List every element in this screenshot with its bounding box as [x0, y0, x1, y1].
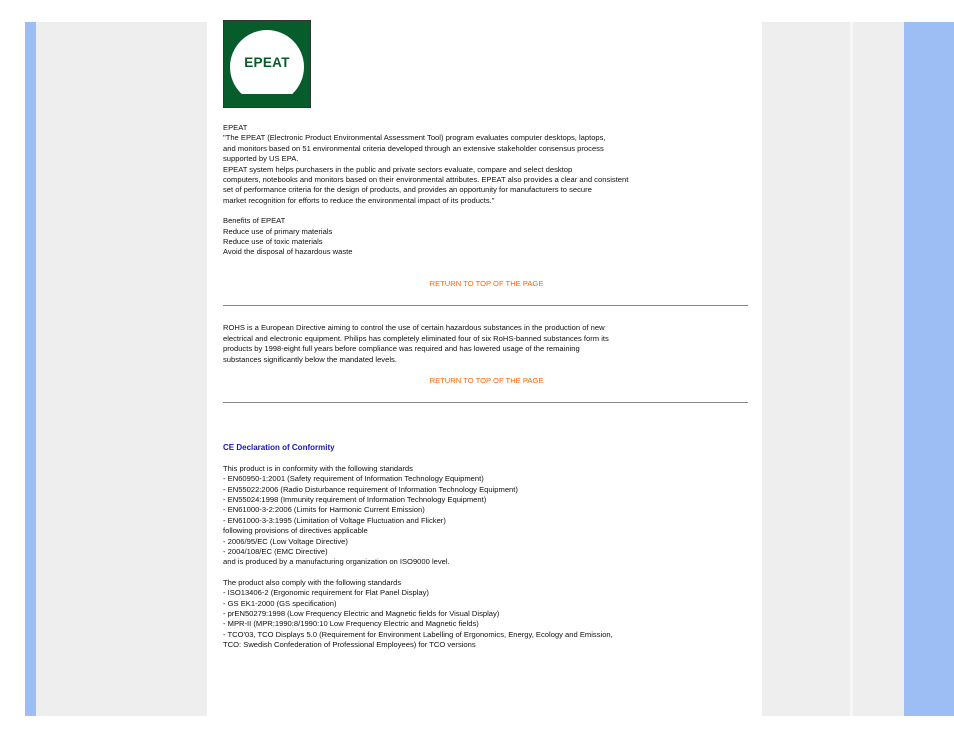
epeat-logo: [223, 20, 311, 108]
ce-title: CE Declaration of Conformity: [223, 443, 335, 453]
text-line: - ISO13406-2 (Ergonomic requirement for Flat Panel Display): [223, 588, 429, 598]
text-line: and is produced by a manufacturing organization on ISO9000 level.: [223, 557, 450, 567]
right-sidebar-inner: [853, 22, 904, 716]
main-content: [223, 20, 750, 651]
text-line: - 2004/108/EC (EMC Directive): [223, 546, 328, 556]
text-line: set of performance criteria for the design of products, and provides an opportunity for manufacturers to secure: [223, 185, 592, 195]
benefit-item: Reduce use of toxic materials: [223, 237, 323, 247]
text-line: products by 1998-eight full years before compliance was required and has lowered usage of the remaining: [223, 344, 580, 354]
text-line: - GS EK1-2000 (GS specification): [223, 598, 337, 608]
text-line: - EN60950-1:2001 (Safety requirement of Information Technology Equipment): [223, 474, 484, 484]
text-line: - EN61000-3-2:2006 (Limits for Harmonic Current Emission): [223, 505, 425, 515]
rohs-paragraph: [223, 323, 750, 365]
return-to-top-link-2[interactable]: RETURN TO TOP OF THE PAGE: [429, 375, 544, 385]
text-line: electrical and electronic equipment. Philips has completely eliminated four of six RoHS-banned substances form its: [223, 333, 609, 343]
ce-block-1: [223, 464, 750, 568]
left-sidebar: [36, 22, 207, 716]
benefits-list: [223, 227, 750, 258]
benefit-item: Avoid the disposal of hazardous waste: [223, 247, 353, 257]
benefits-title: Benefits of EPEAT: [223, 216, 286, 226]
text-line: and monitors based on 51 environmental criteria developed through an extensive stakeholder consensus process: [223, 143, 604, 153]
logo-text: EPEAT: [244, 55, 290, 70]
benefit-item: Reduce use of primary materials: [223, 226, 333, 236]
text-line: ROHS is a European Directive aiming to control the use of certain hazardous substances in the production of new: [223, 323, 605, 333]
text-line: This product is in conformity with the following standards: [223, 463, 413, 473]
text-line: supported by US EPA.: [223, 154, 299, 164]
text-line: - 2006/95/EC (Low Voltage Directive): [223, 536, 348, 546]
text-line: EPEAT system helps purchasers in the public and private sectors evaluate, compare and select desktop: [223, 164, 573, 174]
text-line: substances significantly below the mandated levels.: [223, 354, 397, 364]
text-line: computers, notebooks and monitors based on their environmental attributes. EPEAT also provides a clear and consistent: [223, 175, 629, 185]
text-line: The product also comply with the following standards: [223, 577, 402, 587]
text-line: TCO: Swedish Confederation of Professional Employees) for TCO versions: [223, 640, 476, 650]
ce-block-2: [223, 578, 750, 651]
text-line: "The EPEAT (Electronic Product Environmental Assessment Tool) program evaluates computer desktops, laptops,: [223, 133, 606, 143]
text-line: - prEN50279:1998 (Low Frequency Electric and Magnetic fields for Visual Display): [223, 609, 500, 618]
text-line: following provisions of directives applicable: [223, 526, 368, 536]
text-line: - MPR-II (MPR:1990:8/1990:10 Low Frequency Electric and Magnetic fields): [223, 619, 479, 629]
epeat-title: EPEAT: [223, 123, 248, 132]
text-line: - TCO'03, TCO Displays 5.0 (Requirement for Environment Labelling of Ergonomics, Energy, Ecology and Emission,: [223, 629, 613, 639]
text-line: - EN55024:1998 (Immunity requirement of Information Technology Equipment): [223, 494, 487, 504]
epeat-para-1: [223, 133, 750, 164]
text-line: - EN61000-3-3:1995 (Limitation of Voltage Fluctuation and Flicker): [223, 515, 446, 525]
epeat-para-2: [223, 165, 750, 207]
logo-bar: [224, 94, 310, 108]
left-blue-band: [25, 22, 36, 716]
text-line: - EN55022:2006 (Radio Disturbance requirement of Information Technology Equipment): [223, 484, 518, 494]
return-to-top-link-1[interactable]: RETURN TO TOP OF THE PAGE: [429, 278, 544, 288]
text-line: market recognition for efforts to reduce the environmental impact of its products.": [223, 195, 495, 205]
right-blue-band: [904, 22, 954, 716]
right-sidebar: [762, 22, 850, 716]
